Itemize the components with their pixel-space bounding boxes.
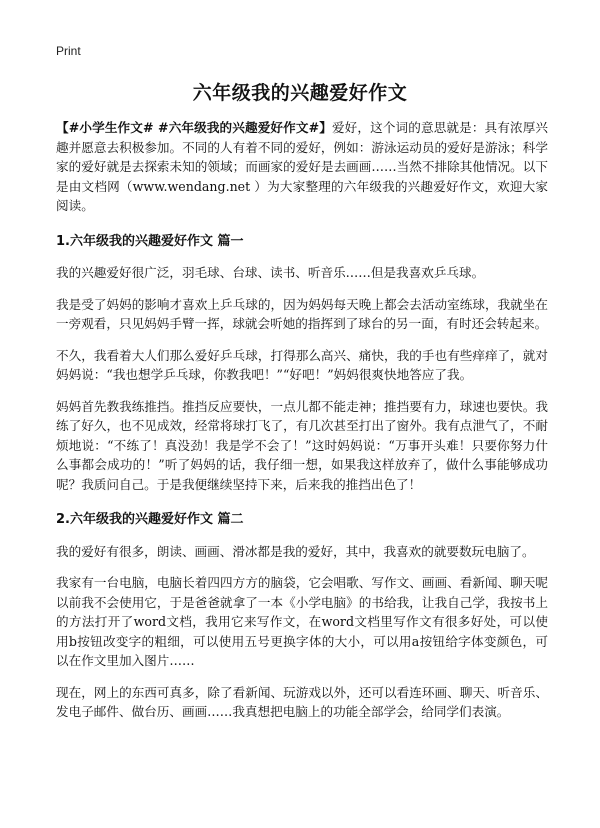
- intro-tags: 【#小学生作文# #六年级我的兴趣爱好作文#】: [56, 120, 332, 135]
- section-1-paragraph-3: 不久，我看着大人们那么爱好乒乓球，打得那么高兴、痛快，我的手也有些痒痒了，就对妈妈说：“我也想学乒乓球，你教我吧！”“好吧！”妈妈很爽快地答应了我。: [56, 347, 548, 382]
- section-2-paragraph-2: 我家有一台电脑，电脑长着四四方方的脑袋，它会唱歌、写作文、画画、看新闻、聊天呢以前我不会使用它，于是爸爸就拿了一本《小学电脑》的书给我，让我自己学，我按书上的方法打开了word文档，我用它来写作文，在word文档里写作文有很多好处，可以使用b按钮改变字的粗细，可以使用五号更换字体的大小，可以用a按钮给字体变颜色，可以在作文里加入图片……: [56, 575, 548, 668]
- print-link[interactable]: Print: [56, 44, 81, 58]
- section-1-paragraph-1: 我的兴趣爱好很广泛，羽毛球、台球、读书、听音乐……但是我喜欢乒乓球。: [56, 265, 485, 280]
- section-1-paragraph-4: 妈妈首先教我练推挡。推挡反应要快，一点儿都不能走神；推挡要有力，球速也要快。我练了好久，也不见成效，经常将球打飞了，有几次甚至打出了窗外。我有点泄气了，不耐烦地说：“不练了！真没劲！我是学不会了！”这时妈妈说：“万事开头难！只要你努力什么事都会成功的！”听了妈妈的话，我仔细一想，如果我这样放弃了，做什么事能够成功呢？我质问自己。于是我便继续坚持下来，后来我的推挡出色了！: [56, 398, 548, 492]
- section-1-paragraph-2: 我是受了妈妈的影响才喜欢上乒乓球的，因为妈妈每天晚上都会去活动室练球，我就坐在一旁观看，只见妈妈手臂一挥，球就会听她的指挥到了球台的另一面，有时还会转起来。: [56, 296, 548, 331]
- section-2-paragraph-3: 现在，网上的东西可真多，除了看新闻、玩游戏以外，还可以看连环画、聊天、听音乐、发电子邮件、做台历、画画……我真想把电脑上的功能全部学会，给同学们表演。: [56, 684, 548, 719]
- intro-text: 爱好，这个词的意思就是：具有浓厚兴趣并愿意去积极参加。不同的人有着不同的爱好，例如：游泳运动员的爱好是游泳；科学家的爱好就是去探索未知的领域；而画家的爱好是去画画……当然不排除其他情况。以下是由文档网（www.wendang.net ）为大家整理的六年级我的兴趣爱好作文，欢迎大家阅读。: [56, 120, 549, 213]
- page-title: 六年级我的兴趣爱好作文: [192, 82, 408, 104]
- section-heading-1: 1.六年级我的兴趣爱好作文 篇一: [56, 233, 244, 249]
- article-body: [56, 118, 548, 734]
- section-heading-2: 2.六年级我的兴趣爱好作文 篇二: [56, 512, 244, 527]
- section-2-paragraph-1: 我的爱好有很多，朗读、画画、滑冰都是我的爱好，其中，我喜欢的就要数玩电脑了。: [56, 543, 535, 559]
- intro-paragraph: [56, 118, 548, 216]
